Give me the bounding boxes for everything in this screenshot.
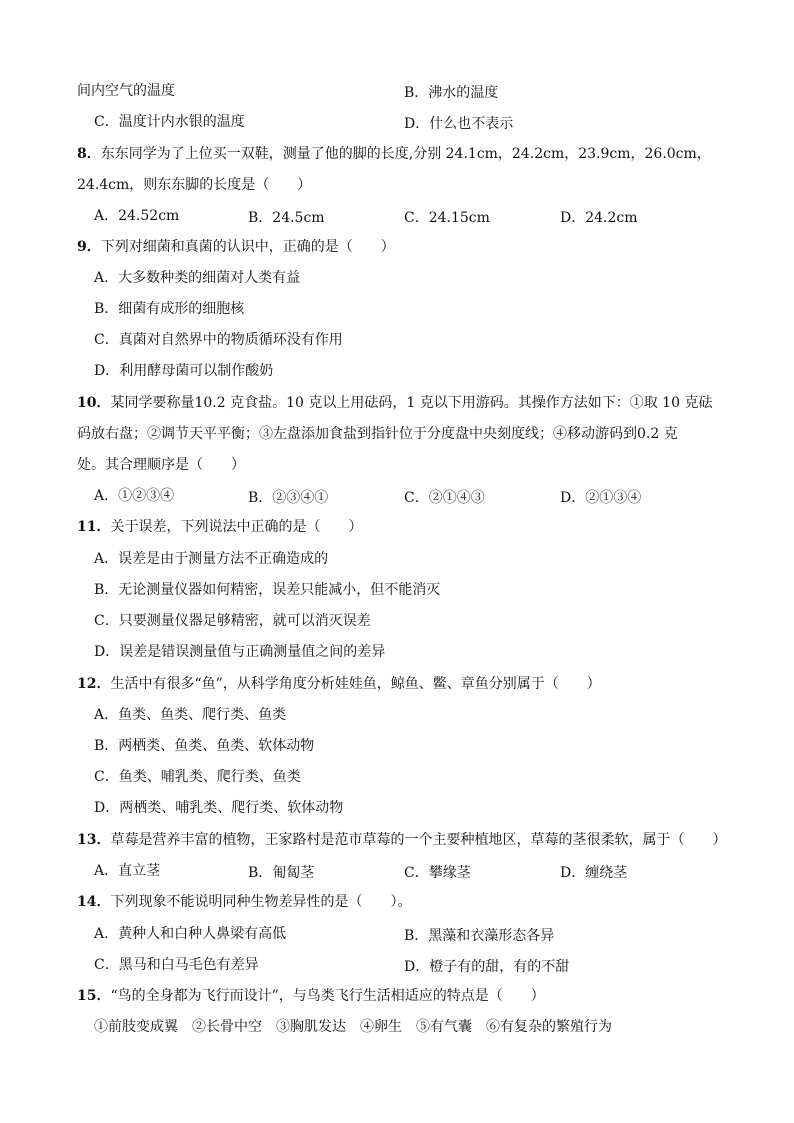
q8-option-b: B．24.5cm <box>248 210 325 226</box>
q8-number: 8． <box>77 146 101 162</box>
q13-number: 13． <box>77 832 111 848</box>
q12-option-c: C．鱼类、哺乳类、爬行类、鱼类 <box>94 769 301 785</box>
q14-stem-text: 下列现象不能说明同种生物差异性的是（ ）。 <box>110 894 412 910</box>
q12-number: 12． <box>77 676 111 692</box>
q13-option-b: B．匍匐茎 <box>248 865 315 881</box>
q8-option-c: C．24.15cm <box>404 210 490 226</box>
q13-option-c: C．攀缘茎 <box>404 865 471 881</box>
q7-option-c: C．温度计内水银的温度 <box>94 114 245 130</box>
q11-option-c: C．只要测量仪器足够精密，就可以消灭误差 <box>94 613 371 629</box>
q13-stem-text: 草莓是营养丰富的植物，王家路村是范市草莓的一个主要种植地区，草莓的茎很柔软，属于（ ） <box>110 832 727 848</box>
q7-option-d: D．什么也不表示 <box>404 116 514 132</box>
q9-option-d: D．利用酵母菌可以制作酸奶 <box>94 363 274 379</box>
q12-stem-text: 生活中有很多“鱼”，从科学角度分析娃娃鱼，鲸鱼、鳖、章鱼分别属于（ ） <box>110 676 601 692</box>
q11-option-b: B．无论测量仪器如何精密，误差只能减小，但不能消灭 <box>94 582 441 598</box>
q9-stem <box>77 238 395 256</box>
q13-option-a: A．直立茎 <box>94 863 161 879</box>
q8-option-d: D．24.2cm <box>560 210 638 226</box>
q9-option-b: B．细菌有成形的细胞核 <box>94 301 245 317</box>
q10-number: 10． <box>77 395 111 411</box>
q9-number: 9． <box>77 239 101 255</box>
q10-option-b: B．②③④① <box>248 490 329 506</box>
q10-option-c: C．②①④③ <box>404 490 485 506</box>
q15-stem <box>77 987 545 1005</box>
q7-option-a-continued <box>77 82 175 100</box>
q11-option-a: A．误差是由于测量方法不正确造成的 <box>94 551 329 567</box>
q9-stem-text: 下列对细菌和真菌的认识中，正确的是（ ） <box>100 239 395 255</box>
q11-number: 11． <box>77 519 111 535</box>
q14-stem <box>77 893 411 911</box>
q12-option-b: B．两栖类、鱼类、鱼类、软体动物 <box>94 738 315 754</box>
q10-option-a: A．①②③④ <box>94 488 175 504</box>
q10-stem-line3: 处。其合理顺序是（ ） <box>77 457 245 473</box>
q13-stem <box>77 831 726 849</box>
q8-option-a: A．24.52cm <box>94 208 180 224</box>
q14-option-b: B．黑藻和衣藻形态各异 <box>404 928 555 944</box>
q12-stem <box>77 675 601 693</box>
q14-number: 14． <box>77 894 111 910</box>
q8-stem-text1: 东东同学为了上位买一双鞋，测量了他的脚的长度,分别 24.1cm，24.2cm，23.9cm，26.0cm， <box>100 146 711 162</box>
q8-stem-line1 <box>77 145 711 163</box>
q7-option-a-text: 间内空气的温度 <box>77 83 175 99</box>
q15-stem-text: “鸟的全身都为飞行而设计”，与鸟类飞行生活相适应的特点是（ ） <box>110 988 545 1004</box>
q11-stem <box>77 518 362 536</box>
q15-items: ①前肢变成翼 ②长骨中空 ③胸肌发达 ④卵生 ⑤有气囊 ⑥有复杂的繁殖行为 <box>94 1019 612 1035</box>
q10-stem-line2: 码放右盘；②调节天平平衡；③左盘添加食盐到指针位于分度盘中央刻度线；④移动游码到0.2 克 <box>77 426 678 442</box>
q14-option-a: A．黄种人和白种人鼻梁有高低 <box>94 926 287 942</box>
q10-stem-line1 <box>77 394 712 412</box>
q10-stem-text1: 某同学要称量10.2 克食盐。10 克以上用砝码，1 克以下用游码。其操作方法如下：①取 10 克砝 <box>110 395 713 411</box>
q8-stem-line2: 24.4cm，则东东脚的长度是（ ） <box>77 177 312 193</box>
q12-option-d: D．两栖类、哺乳类、爬行类、软体动物 <box>94 800 344 816</box>
q7-option-b: B．沸水的温度 <box>404 85 499 101</box>
q14-option-d: D．橙子有的甜，有的不甜 <box>404 959 570 975</box>
q11-option-d: D．误差是错误测量值与正确测量值之间的差异 <box>94 644 386 660</box>
q12-option-a: A．鱼类、鱼类、爬行类、鱼类 <box>94 707 287 723</box>
q15-number: 15． <box>77 988 111 1004</box>
q13-option-d: D．缠绕茎 <box>560 865 628 881</box>
q14-option-c: C．黑马和白马毛色有差异 <box>94 957 259 973</box>
q9-option-c: C．真菌对自然界中的物质循环没有作用 <box>94 332 343 348</box>
q10-option-d: D．②①③④ <box>560 490 642 506</box>
q11-stem-text: 关于误差，下列说法中正确的是（ ） <box>110 519 363 535</box>
q9-option-a: A．大多数种类的细菌对人类有益 <box>94 270 301 286</box>
